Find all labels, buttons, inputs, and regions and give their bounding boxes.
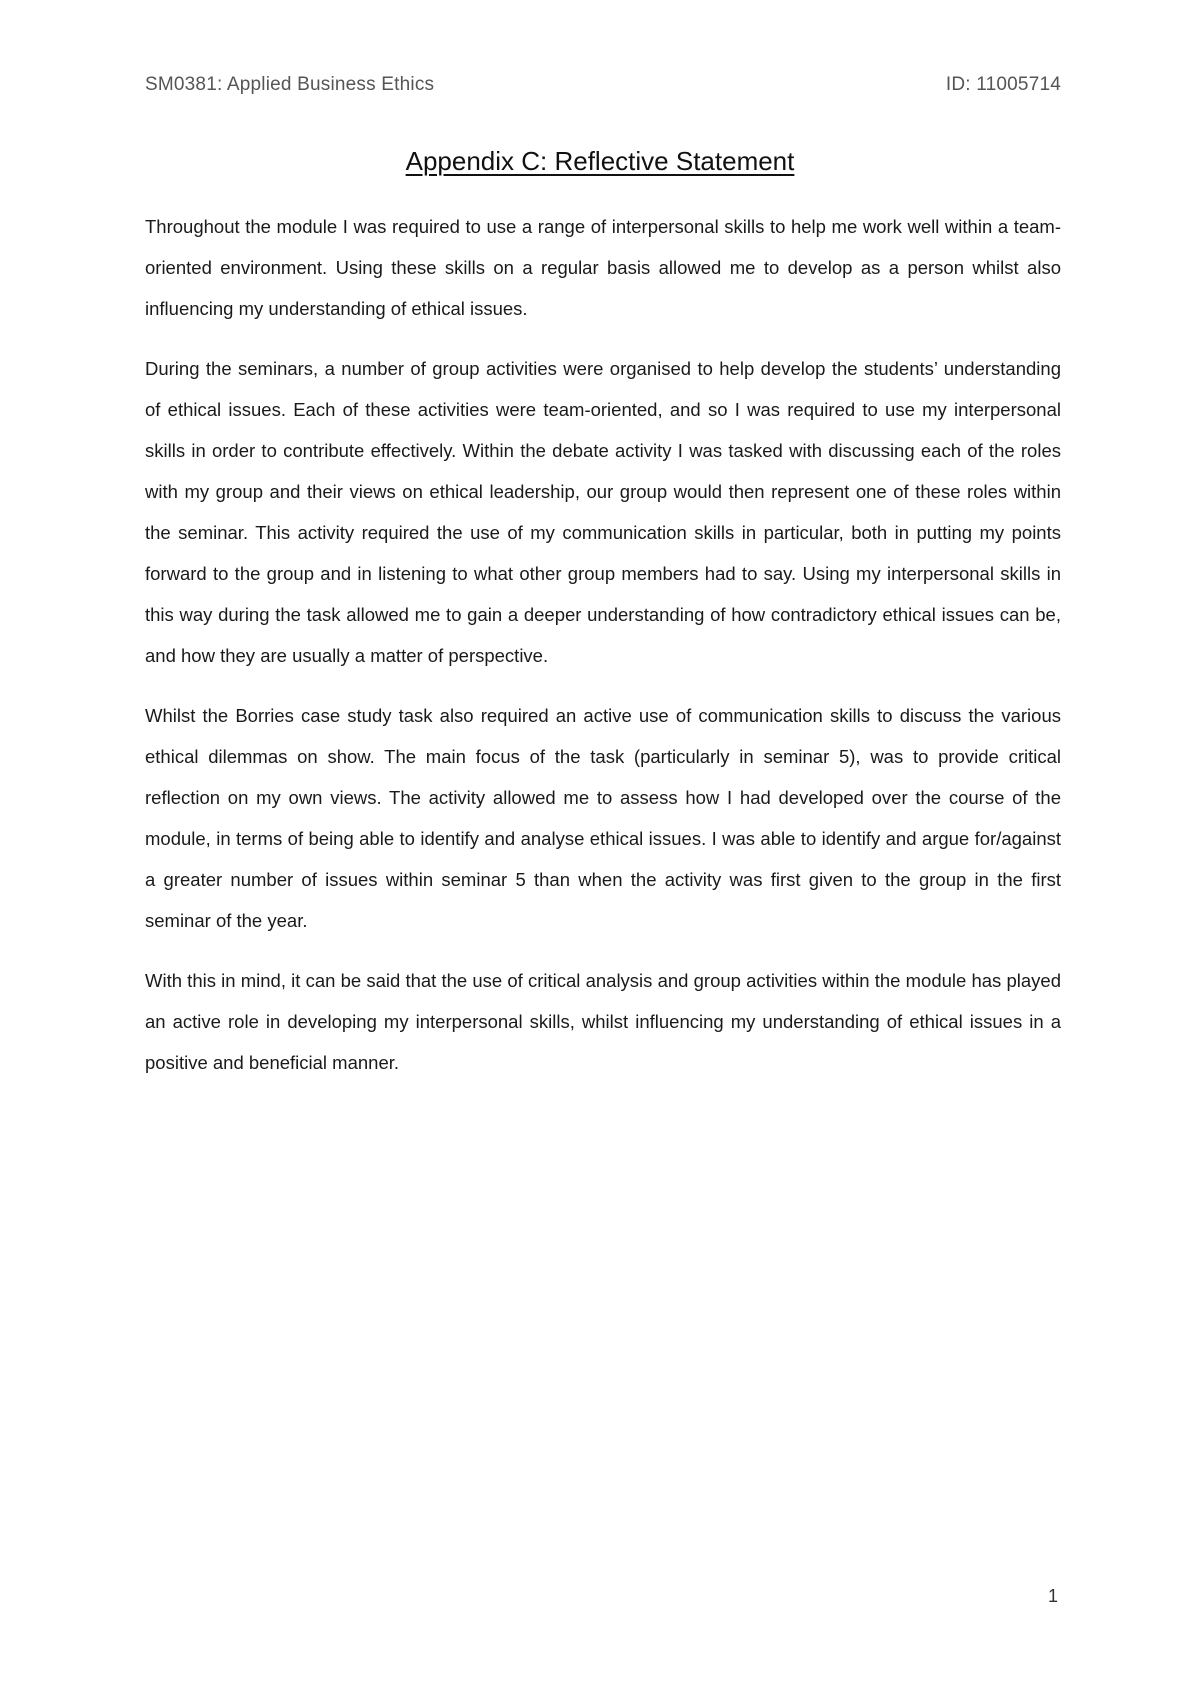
header-module-title: SM0381: Applied Business Ethics xyxy=(145,74,435,95)
document-title-text: Appendix C: Reflective Statement xyxy=(405,146,795,176)
paragraph-1: Throughout the module I was required to use a range of interpersonal skills to help me work well within a team-oriented environment. Using these skills on a regular basis allowed me to develop as a person whilst also influencing my understanding of ethical issues. xyxy=(145,216,1061,319)
paragraph-2: During the seminars, a number of group activities were organised to help develop the students’ understanding of ethical issues. Each of these activities were team-oriented, and so I was required to use my interpersonal skills in order to contribute effectively. Within the debate activity I was tasked with discussing each of the roles with my group and their views on ethical leadership, our group would then represent one of these roles within the seminar. This activity required the use of my communication skills in particular, both in putting my points forward to the group and in listening to what other group members had to say. Using my interpersonal skills in this way during the task allowed me to gain a deeper understanding of how contradictory ethical issues can be, and how they are usually a matter of perspective. xyxy=(145,358,1061,666)
page-header xyxy=(145,74,1061,96)
paragraph-3: Whilst the Borries case study task also required an active use of communication skills to discuss the various ethical dilemmas on show. The main focus of the task (particularly in seminar 5), was to provide critical reflection on my own views. The activity allowed me to assess how I had developed over the course of the module, in terms of being able to identify and analyse ethical issues. I was able to identify and argue for/against a greater number of issues within seminar 5 than when the activity was first given to the group in the first seminar of the year. xyxy=(145,705,1061,931)
document-title xyxy=(0,146,1200,177)
page-number: 1 xyxy=(1048,1586,1059,1606)
document-body xyxy=(145,206,1061,1102)
header-student-id: ID: 11005714 xyxy=(945,74,1061,95)
paragraph-4: With this in mind, it can be said that the use of critical analysis and group activities within the module has played an active role in developing my interpersonal skills, whilst influencing my understanding of ethical issues in a positive and beneficial manner. xyxy=(145,970,1061,1073)
